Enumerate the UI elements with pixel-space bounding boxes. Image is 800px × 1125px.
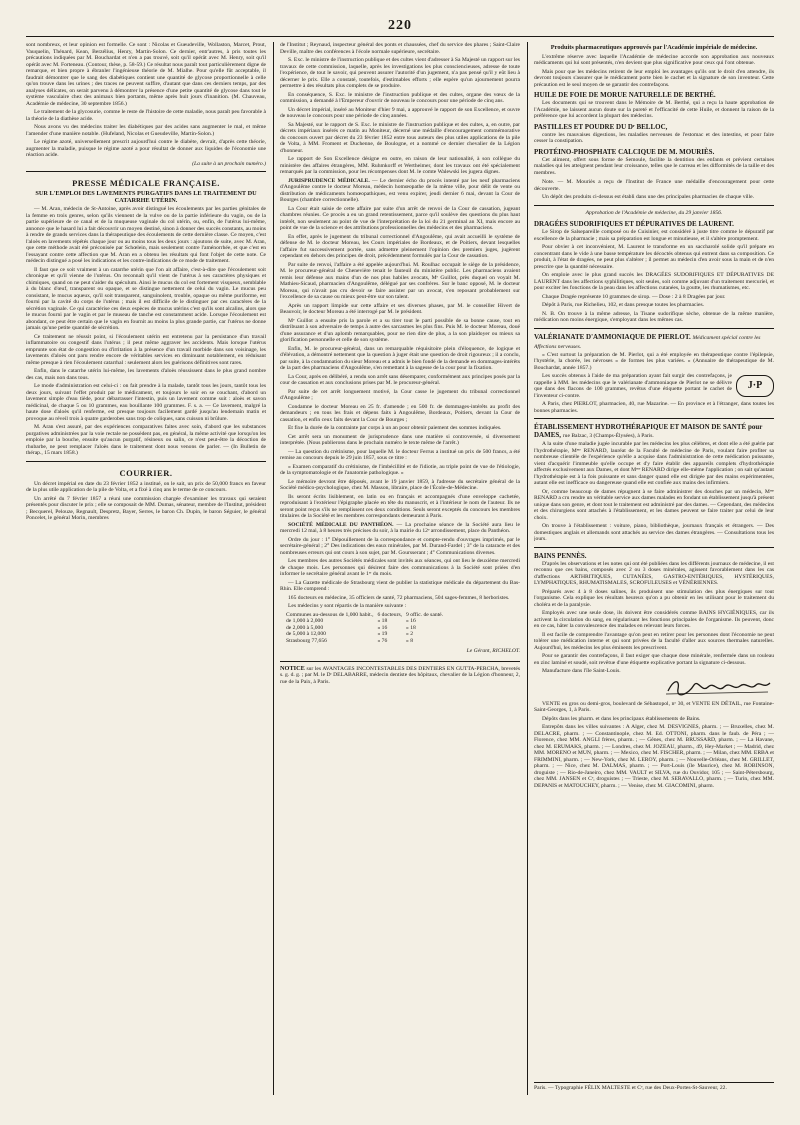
ad-text: Il est facile de comprendre l'avantage qu'on peut en retirer pour les personnes dont l'économie ne peut tolérer une médication interne et qui sont privées de la faculté d'aller aux sources thermales naturelles. Aujourd'hui, les médecins les plus éminents les prescrivent. bbox=[534, 631, 774, 651]
notice-title: NOTICE bbox=[280, 664, 305, 672]
paragraph: La Cour, après en délibéré, a rendu son arrêt sans désemparer, conformément aux principes posés par la cour de cassation et aux conclusions prises par M. le procureur-général. bbox=[280, 373, 520, 386]
paragraph: En conséquence, S. Exc. le ministre de l'instruction publique et des cultes, organe des vœux de la commission, a demandé à l'Empereur d'ouvrir de nouveau le concours pour une période de cinq ans. bbox=[280, 91, 520, 104]
jurisprudence-title: JURISPRUDENCE MÉDICALE. bbox=[288, 177, 370, 184]
column-divider-2 bbox=[527, 42, 528, 1095]
ad-title: PASTILLES ET POUDRE DU Dʳ BELLOC, bbox=[534, 122, 668, 131]
ad-text: D'après les observations et les notes qui ont été publiées dans les différents journaux de médecine, il est reconnu que ces bains, composés avec 2 ou 3 doses minérales, agissent favorablement dans les cas d'affections ARTHRITIQUES, CUTANÉES, GASTRO-ENTÉRIQUES, HYSTÉRIQUES, LYMPHATIQUES, RHUMATISMALES, SCROFULEUSES et VÉNÉRIENNES. bbox=[534, 560, 774, 586]
article-title: SUR L'EMPLOI DES LAVEMENTS PURGATIFS DANS LE TRAITEMENT DU CATARRHE UTÉRIN. bbox=[35, 190, 257, 204]
paragraph: Enfin, dans le catarrhe utérin lui-même, les lavements d'aloès réussissent dans le plus grand nombre des cas, mais non dans tous. bbox=[26, 368, 266, 381]
table-cell: » 19 bbox=[377, 631, 388, 637]
ad-depot: Un dépôt des produits ci-dessus est établi dans une des principales pharmacies de chaque ville. bbox=[542, 194, 755, 200]
ad-text: Manufacture dans l'île Saint-Louis. bbox=[542, 668, 621, 674]
paragraph: Après un rapport limpide sur cette affaire et ses diverses phases, par M. le conseiller Hivert de Beauvoir, le docteur Moreau a été interrogé par M. le président. bbox=[280, 302, 520, 315]
ad-text: Entrepôts dans les villes suivantes : A Alger, chez M. DESVIGNES, pharm. ; — Bruxelles, chez M. DELACRE, pharm. ; — Constantinople, chez M. Ed. OTTONI, pharm. dans le faub. de Péra ; — Florence, chez MM. ANGLI frères, pharm. ; — Gênes, chez M. BRUSSARD, pharm. ; — La Havane, chez M. ERUMAKS, pharm. ; — Londres, chez M. JOZEAU, pharm., 49, Hey-Market ; — Madrid, chez MM. MORENO et MUN, pharm. ; — Mexico, chez M. FISCHER, pharm. ; — Milan, chez MM. ERBA et FRIMMINI, pharm. ; — New-York, chez M. LEROY, pharm. ; — Nouvelle-Orléans, chez M. GRILLET, pharm. ; — Nice, chez M. DALMAS, pharm. ; — Port-Louis (île Maurice), chez M. ROBINSON, droguiste ; — Rio-de-Janeiro, chez MM. VAULT et SILVA, rue du Ouvidor, 105 ; — Saint-Pétersbourg, chez MM. JANSEN et Cᵉ, droguistes ; — Trieste, chez M. SERAVALLO, pharm. ; — Turin, chez MM. DEPANIS et MATOUCHEY, pharm. ; — Venise, chez M. GIACOMINI, pharm. bbox=[534, 724, 774, 789]
ad-text: Chaque Dragée représente 10 grammes de sirop. — Dose : 2 à 8 Dragées par jour. bbox=[542, 293, 726, 300]
paragraph: — La question du crétinisme, pour laquelle M. le docteur Ferrus a institué un prix de 500 francs, a été remise au concours depuis le 29 juin 1857, sous ce titre : bbox=[280, 448, 520, 461]
paragraph: Et fixe la durée de la contrainte par corps à un an pour obtenir paiement des sommes indiquées. bbox=[288, 425, 502, 431]
paragraph: Nous avons vu des médecins traiter les diabétiques par des acides sans augmenter le mal, et même l'amender d'une manière notable. (Hufeland, Nicolas et Gueudeville, Martin-Solon.) bbox=[26, 124, 266, 137]
separator bbox=[26, 171, 266, 172]
ad-title: HUILE DE FOIE DE MORUE NATURELLE DE BERTHÉ. bbox=[534, 91, 716, 99]
table-cell: » 76 bbox=[377, 637, 388, 644]
ad-text: « C'est surtout la préparation de M. Pierlot, qui a été employée en thérapeutique contre l'épilepsie, l'hystérie, la chorée, les névroses » de formes les plus variées. » (Annuaire de thérapeutique de M. Bouchardat, année 1857.) bbox=[534, 351, 774, 371]
separator bbox=[280, 661, 520, 662]
signature-block bbox=[534, 677, 774, 697]
ad-text: contre les mauvaises digestions, les maladies nerveuses de l'estomac et des intestins, et pour faire cesser la constipation. bbox=[534, 131, 774, 144]
ad-subtitle: Médicament spécial contre les Affections nerveuses. bbox=[534, 334, 761, 350]
paragraph: de l'Institut ; Reynaud, inspecteur général des ponts et chaussées, chef du service des phares ; Saint-Claire Deville, maître des conférences à l'école normale supérieure, secrétaire. bbox=[280, 42, 520, 55]
section-title: PRESSE MÉDICALE FRANÇAISE. bbox=[72, 178, 220, 188]
paragraph: Les médecins y sont répartis de la manière suivante : bbox=[288, 603, 407, 609]
table-cell: » 18 bbox=[406, 624, 416, 631]
table-cell: » 16 bbox=[377, 624, 388, 631]
to-be-continued: (La suite à un prochain numéro.) bbox=[192, 160, 266, 167]
ad-text: Les documents qui se trouvent dans le Mémoire de M. Berthé, qui a reçu la haute approbation de l'Académie, ne laissent aucun doute sur la pureté et l'efficacité de cette Huile, et donnent la raison de la préférence que lui accordent la plupart des médecins. bbox=[534, 100, 774, 119]
ad-text: Dépôts dans les pharm. et dans les principaux établissements de Bains. bbox=[542, 715, 701, 722]
stats-table bbox=[286, 612, 447, 645]
ad-text: Préparés avec 4 à 8 doses salines, ils produisent une stimulation des plus énergiques sur tout l'organisme. Cela explique les résultats heureux qu'on a pu obtenir en les utilisant pour le traitement du choléra et de la paralysie. bbox=[534, 588, 774, 608]
paragraph: Ils seront écrits lisiblement, en latin ou en français et accompagnés d'une enveloppe cachetée, reproduisant à l'extérieur l'épigraphe placée en tête du manuscrit, et à l'intérieur le nom de l'auteur. Ils ne seront point reçus s'ils ne remplissent ces deux conditions. Seuls seront exceptés du concours les membres titulaires de la Société et les membres correspondants demeurant à Paris. bbox=[280, 493, 520, 519]
ad-text: On trouve à l'établissement : voiture, piano, bibliothèque, journaux français et étrangers. — Des domestiques anglais et allemands sont attachés au service des dames étrangères. — Consultations tous les jours. bbox=[534, 523, 774, 542]
paragraph: — M. Aran, médecin de St-Antoine, après avoir distingué les écoulements par les parties génitales de la femme en trois genres, selon qu'ils viennent de la vulve ou de la partie inférieure du vagin, ou de la partie supérieure de ce canal et de la muqueuse vaginale du col utérin, ou, enfin, de l'utérus lui-même, annonce que le hasard lui a fait découvrir un moyen destiné, sinon à donner des succès constants, au moins à rendre de grands services dans la thérapeutique des écoulements de cette dernière classe. Ce moyen, c'est l'aloès en lavements répétés chaque jour ou au moins tous les deux jours : ajoutons de suite, avec M. Aran, que cette méthode avait été préconisée par Schœlein, mais seulement contre l'aménorrhée, et que c'est en l'essayant contre cette affection que M. Aran en a obtenu les résultats qui font l'objet de cette note. Ce médecin distingué a posé les indications et les contre-indications de ce mode de traitement. bbox=[26, 206, 266, 264]
column-divider-1 bbox=[273, 42, 274, 1095]
ad-text: VENTE en gros ou demi-gros, boulevard de Sébastopol, nᵒ 30, et VENTE EN DÉTAIL, rue Fontaine-Saint-Georges, 1, à Paris. bbox=[534, 700, 774, 713]
gerant-signoff: Le Gérant, RICHELOT. bbox=[466, 648, 520, 654]
ad-text: N. B. On trouve à la même adresse, la Tisane sudorifique sèche, obtenue de la même manière, médication non moins énergique, s'employant dans les mêmes cas. bbox=[534, 310, 774, 323]
ad-text: A Paris, chez PIERLOT, pharmacien, 40, rue Mazarine. — En province et à l'étranger, dans toutes les bonnes pharmacies. bbox=[534, 401, 774, 414]
paragraph: « Examen comparatif du crétinisme, de l'imbécillité et de l'idiotie, au triple point de vue de l'étiologie, de la symptomatologie et de l'anatomie pathologique. » bbox=[280, 463, 520, 476]
societe-title: SOCIÉTÉ MÉDICALE DU PANTHÉON. bbox=[288, 521, 394, 528]
paragraph: Mᵉ Guillot a ensuite pris la parole et a su tirer tout le parti possible de sa bonne cause, tout en distribuant à son adversaire de temps à autre des sarcasmes les plus fins. Puis M. le docteur Moreau, doué d'une assurance et d'un aplomb remarquables, pour ne rien dire de plus, a la son plaidoyer ou mieux sa glorification personnelle et celle de son système. bbox=[280, 317, 520, 343]
ad-text: Employés avec une seule dose, ils doivent être considérés comme BAINS HYGIÉNIQUES, car ils activent la circulation du sang, en régularisant les fonctions principales de l'organisme. Ils peuvent, donc en ce cas, hâter la convalescence des malades en relevant leurs forces. bbox=[534, 610, 774, 629]
ad-header: Produits pharmaceutiques approuvés par l'Académie impériale de médecine. bbox=[550, 44, 758, 51]
paragraph: Il faut que ce soit vraiment à un catarrhe utérin que l'on ait affaire, c'est-à-dire que l'écoulement soit chronique et qu'il vienne de l'utérus. On reconnaît qu'il vient de l'utérus à ses caractères physiques et chimiques, quand on ne peut s'aider du spéculum. Ainsi le mucus du col est fortement visqueux, semblable à du blanc d'œuf, transparent ou opaque, et se distingue nettement de celui du vagin. Le mucus peu consistant, le mucus aqueux, qu'il soit transparent, sanguinolent, trouble, opaque ou même puriforme, est fourni par la cavité du corps de l'utérus ; mais il est difficile de le distinguer par ces caractères de la sécrétion vaginale. Ce qui caractérise ces deux espèces de mucus utérins c'est qu'ils sont alcalins, alors que le mucus fourni par le vagin et par le museau de tanche est constamment acide. Lorsque l'écoulement est abondant, ce peut être certain que le vagin en fournit au moins la plus grande partie, car l'utérus ne donne jamais qu'une petite quantité de sécrétion. bbox=[26, 266, 266, 331]
table-cell: » 16 bbox=[406, 618, 416, 624]
separator bbox=[534, 547, 774, 548]
paragraph: Le mémoire devront être déposés, avant le 19 janvier 1859, à l'adresse du secrétaire général de la Société médico-psychologique, chez M. Masson, libraire, place de l'École-de-Médecine. bbox=[280, 478, 520, 491]
separator bbox=[26, 461, 266, 462]
paragraph: Le mode d'administration est celui-ci : on fait prendre à la malade, tantôt tous les jours, tantôt tous les deux jours, suivant l'effet produit par le médicament, et toujours le soir en se couchant, d'abord un lavement simple d'eau tiède, pour débarrasser l'intestin, puis un lavement comme suit : aloès et savon médicinal, de chaque 5 ou 10 grammes, eau bouillante 100 grammes. F. s. a. — Ce lavement, malgré la haute dose d'aloès qu'il renferme, est presque toujours facilement gardé jusqu'au lendemain matin et provoque au réveil trois à quatre garderobes sans trop de coliques, sans cuisson ni brûlure. bbox=[26, 383, 266, 422]
paragraph: Par suite de cet arrêt longuement motivé, la Cour casse le jugement du tribunal correctionnel d'Angoulême ; bbox=[280, 388, 520, 401]
table-cell: de 2,000 à 5,000 bbox=[286, 624, 324, 631]
ad-title: DRAGÉES SUDORIFIQUES ET DÉPURATIVES DE LAURENT. bbox=[534, 220, 734, 228]
paragraph: 165 docteurs en médecine, 35 officiers de santé, 72 pharmaciens, 504 sages-femmes, 8 herboristes. bbox=[288, 594, 510, 601]
page-number: 220 bbox=[388, 18, 412, 33]
paragraph: M. Aran s'est assuré, par des expériences comparatives faites avec soin, d'abord que les substances purgatives administrées par la voie rectale ne possèdent pas, en général, la même activité que lorsqu'on les emploie par la bouche, ensuite qu'aucun purgatif, résineux ou salin, ce n'est peut-être la décoction de rhubarbe, ne peut remplacer l'aloès dans le traitement dont nous venons de parler. — (In Bulletin de thérap., 15 mars 1858.) bbox=[26, 424, 266, 456]
paragraph: Mais pour que les médecins retirent de leur emploi les avantages qu'ils ont le droit d'en attendre, ils devront toujours s'assurer que le médicament porte bien le cachet et la signature de son inventeur. Cette précaution est le seul moyen de se garantir des contrefaçons. bbox=[534, 68, 774, 88]
ad-text: Pour obvier à cet inconvénient, M. Laurent le transforme en un saccharolé solide qu'il prépare en concentrant dans le vide à une basse température les décoctés obtenus qui entrent dans sa composition. Ce produit, à l'état de dragées, ne peut plus s'altérer ; il permet au médecin d'en avoir sous la main et de n'en prescrire que la quantité nécessaire. bbox=[534, 244, 774, 270]
paragraph: sont nombreux, et leur opinion est formelle. Ce sont : Nicolas et Gueudeville, Wollaston, Marcet, Prout, Vauquelin, Thénard, Kean, Berzélius, Henry, Martin-Solon. Ce dernier, entr'autres, à pris toutes les précautions indiquées par M. Bouchardat et n'en a pas trouvé, soit qu'il opérât avec M. Henry, soit qu'il opérât avec M. Forteneau. (Contour, thèse, p. 58-59.) Ce résultat nous paraît tout particulièrement digne de remarque, et bien propre à ébranler l'ingénieuse théorie de M. Mialhe. Pour qu'elle fût acceptable, il faudrait démontrer que le sang des diabétiques contient une quantité de glycose proportionnelle à celle qu'on trouve dans les urines ; des traces ne peuvent suffire, d'autant que dans ces derniers temps, par des analyses délicates, on serait parvenu à démontrer la présence d'une petite quantité de glycose dans tout le système vasculaire chez des animaux bien portants, même après huit jours d'inanition. (M. Chauveau, Académie de médecine, 30 septembre 1856.) bbox=[26, 42, 266, 107]
paragraph: Par suite de renvoi, l'affaire a été appelée aujourd'hui. M. Roulhac occupait le siège de la présidence, M. le procureur-général de Chenevière tenait le fauteuil du ministère public. Les pharmaciens avaient remis leur défense aux mains d'un de nos plus habiles avocats, Mᵉ Guillot, près duquel on voyait M. Mathieu-Sicaud, pharmacien d'Angoulême, délégué par ses confrères. Sur le banc opposé, M. le docteur Moreau, qui n'avait pas cru devoir se faire assister par un avocat, s'en reposant probablement sur l'excellence de sa cause ou mieux peut-être sur son talent. bbox=[280, 261, 520, 300]
table-cell: 6 docteurs, bbox=[377, 611, 403, 618]
ad-text: Or, comme beaucoup de dames répugnent à se faire administrer des douches par un médecin, Mᵐᵉ RENARD a cru rendre un véritable service aux dames malades en fondant un établissement jusqu'à présent unique dans son genre, et dont tout le traitement est administré par des dames. — Cependant, des médecins et des chirurgiens sont attachés à l'établissement, et les dames peuvent se faire traiter par celui de leur choix. bbox=[534, 488, 774, 521]
table-cell: » 2 bbox=[406, 631, 414, 637]
paragraph: — La Gazette médicale de Strasbourg vient de publier la statistique médicale du département du Bas-Rhin. Elle comprend : bbox=[280, 579, 520, 592]
column-1 bbox=[26, 42, 266, 1095]
paragraph: Les membres des autres Sociétés médicales sont invités aux séances, qui ont lieu le deuxième mercredi de chaque mois. Les personnes qui désirent faire des communications à la Société sont priées d'en informer le secrétaire général avant le 1ᵉʳ du mois. bbox=[280, 558, 520, 577]
ad-text: Les succès obtenus à l'aide de ma préparation ayant fait surgir des contrefaçons, je rappelle à MM. les médecins que le valérianate d'ammoniaque de Pierlot ne se délivre que dans des flacons de 100 grammes, revêtus d'une étiquette portant le cachet de l'inventeur ci-contre. bbox=[534, 373, 732, 399]
ad-text: A la suite d'une maladie jugée incurable par les médecins les plus célèbres, et dont elle a été guérie par l'hydrothérapie, Mᵐᵉ RENARD, lauréat de la Faculté de médecine de Paris, voulant faire profiter sa nombreuse clientèle de l'expérience qu'elle a acquise dans l'administration de cette médication puissante, vient d'acquérir l'immeuble qu'elle occupe et d'y faire établir des appareils complets d'hydrothérapie affectés exclusivement aux Dames, et dont Mᵐᵉ RENARD dirige elle-même l'application ; on sait qu'autant l'hydrothérapie est à la fois puissante et sans danger quand elle est dirigée par des mains expérimentées, autant elle est inefficace ou dangereuse quand elle est confiée aux mains des infirmiers. bbox=[534, 441, 774, 486]
ad-title: ÉTABLISSEMENT HYDROTHÉRAPIQUE ET MAISON DE SANTÉ pour DAMES, bbox=[534, 423, 763, 439]
paragraph: Un décret impérial, inséré au Moniteur d'hier 9 mai, a approuvé le rapport de son Excellence, et ouvre de nouveau le concours pour une période de cinq années. bbox=[280, 106, 520, 119]
ad-text: Dépôt à Paris, rue Richelieu, 102, et dans presque toutes les pharmacies. bbox=[542, 302, 705, 308]
ad-text: Cet aliment, offert sous forme de Semoule, facilite la dentition des enfants et prévient certaines maladies qui les atteignent pendant leur croissance, telles que le carreau et les difformités de la taille et des membres. bbox=[534, 156, 774, 176]
ad-text: Pour se garantir des contrefaçons, il faut exiger que chaque dose minérale, renfermée dans un rouleau en zinc laminé et soudé, soit revêtue d'une étiquette explicative portant la signature ci-dessous. bbox=[534, 653, 774, 666]
paragraph: Ce traitement ne réussit point, si l'écoulement utérin est entretenu par la persistance d'un travail inflammatoire ou congestif dans l'utérus ; il peut même aggraver les accidents. Mais lorsque l'utérus emprunte son état de congestion ou d'irritation à la présence d'un travail morbide dans son voisinage, les lavements d'aloès ont paru rendre encore de véritables services en diminuant notablement, en réduisant même presque à rien l'écoulement catarrhal : seulement alors les guérisons définitives sont rares. bbox=[26, 333, 266, 366]
table-row bbox=[286, 638, 447, 645]
table-cell: » 18 bbox=[377, 618, 388, 624]
column-2 bbox=[280, 42, 520, 1095]
ad-title: VALÉRIANATE D'AMMONIAQUE DE PIERLOT. bbox=[534, 332, 691, 341]
table-cell: 9 offic. de santé. bbox=[406, 611, 444, 618]
ad-title: PROTÉINO-PHOSPHATE CALCIQUE DE M. MOURIÈS. bbox=[534, 147, 715, 156]
paragraph: Condamne le docteur Moreau en 25 fr. d'amende ; en 500 fr. de dommages-intérêts au profit des demandeurs ; en tous les frais et dépens faits à Angoulême, Bordeaux, Poitiers, devant la Cour de cassation, et enfin ceux faits devant la Cour de Bourges ; bbox=[280, 403, 520, 423]
paragraph: S. Exc. le ministre de l'instruction publique et des cultes vient d'adresser à Sa Majesté un rapport sur les travaux de cette commission, laquelle, après les investigations les plus consciencieuses, adresse de toute l'expérience, de tout le savoir, qui peuvent assurer l'autorité d'un jugement, n'a pas pensé qu'il y eût lieu à décerner le prix. Elle a constaté, toutefois, d'estimables efforts ; elle espère qu'un ajournement pourra permettre à des résultats plus complets de se produire. bbox=[280, 57, 520, 89]
table-cell: Communes au-dessous de 1,000 habit., bbox=[286, 611, 374, 618]
table-cell: » 8 bbox=[406, 637, 414, 644]
separator bbox=[534, 205, 774, 206]
ad-title: BAINS PENNÈS. bbox=[534, 551, 587, 560]
paragraph: Le régime azoté, universellement prescrit aujourd'hui contre le diabète, devrait, d'après cette théorie, augmenter la maladie, puisque le régime azoté a pour résultat de donner aux liquides de l'économie une réaction acide. bbox=[26, 139, 266, 158]
paragraph: Ordre du jour : 1° Dépouillement de la correspondance et compte-rendu d'ouvrages imprimés, par le secrétaire-général ; 2° Des indications des eaux minérales, par M. Durand-Fardel ; 3° de la cataracte et des nombreuses erreurs qui ont cours à son sujet, par M. Goursserant ; 4° Communications diverses. bbox=[280, 536, 520, 556]
pennes-signature-icon bbox=[664, 677, 774, 697]
ad-subtitle: rue Balzac, 3 (Champs-Élysées), à Paris. bbox=[562, 433, 654, 439]
paragraph: L'extrême réserve avec laquelle l'Académie de médecine accorde son approbation aux nouveaux médicaments qui lui sont présentés, n'en devient que plus significative pour ceux qui l'ont obtenue. bbox=[534, 53, 774, 66]
paragraph: Le traitement de la glycosurie, comme le reste de l'histoire de cette maladie, nous paraît peu favorable à la théorie de la diathèse acide. bbox=[26, 109, 266, 122]
paragraph: Un arrêté du 7 février 1857 a réuni une commission chargée d'examiner les travaux qui seraient présentés pour discuter le prix ; elle se composait de MM. Dumas, sénateur, membre de l'Institut, président ; Becquerel, Pelouze, Regnault, Despretz, Bayer, Serres, le baron Ch. Dupin, le baron Séguier, le général Poncelet, le général Morin, membres bbox=[26, 495, 266, 521]
paragraph: Enfin, M. le procureur-général, dans un remarquable réquisitoire plein d'éloquence, de logique et d'élévation, a démontré nettement que la question à juger était une question de droit rigoureux ; il a conclu, par suite, à la condamnation du sieur Moreau et a admis le bien fondé de la demande en dommages-intérêts de la part des pharmaciens d'Angoulême, s'en remettant à la sagesse de la cour pour la fixation. bbox=[280, 345, 520, 371]
imprint: Paris. — Typographie FÉLIX MALTESTE et Cᵉ, rue des Deux-Portes-St-Sauveur, 22. bbox=[534, 1082, 774, 1095]
separator bbox=[534, 418, 774, 419]
table-cell: Strasbourg 77,656 bbox=[286, 637, 327, 644]
paragraph: — Le dernier écho du procès intenté par les neuf pharmaciens d'Angoulême contre le docteur Moreau, médecin homœopathe de la même ville, pour délit de vente ou distribution de médicaments homœopathiques, est venu expirer, jeudi dernier 6 mai, devant la Cour de Bourges (chambre correctionnelle). bbox=[280, 177, 520, 203]
paragraph: Cet arrêt sera un monument de jurisprudence dans une matière si controversée, si diversement interprétée. (Nous publierons dans le prochain numéro le texte même de l'arrêt.) bbox=[280, 433, 520, 446]
courier-title: COURRIER. bbox=[119, 467, 173, 478]
paragraph: Sa Majesté, sur le rapport de S. Exc. le ministre de l'instruction publique et des cultes, a, en outre, par décrets impériaux insérés ce matin au Moniteur, décerné une médaille d'encouragement commémorative du concours ouvert par décret du 23 février 1852 entre tous auteurs des plus utiles applications de la pile de Volta, à MM. Froment et Duchenne, de Boulogne, et a nommé ce dernier chevalier de la Légion d'honneur. bbox=[280, 121, 520, 154]
ad-text: Le Sirop de Salsepareille composé ou de Cuisinier, est considéré à juste titre comme le dépuratif par excellence de la pharmacie ; mais sa préparation est longue et minutieuse, et il s'altère promptement. bbox=[534, 229, 774, 242]
top-rule bbox=[26, 36, 774, 37]
approbation: Approbation de l'Académie de médecine, du 29 janvier 1856. bbox=[585, 209, 723, 216]
paragraph: La Cour était saisie de cette affaire par suite d'un arrêt de renvoi de la Cour de cassation, jugeant chambres réunies. Ce procès a eu un grand retentissement, parce qu'il soulève des questions du plus haut intérêt, non seulement au point de vue de l'interprétation de la loi du 21 germinal an XI, mais encore au point de vue de la science et des attributions professionnelles des médecins et des pharmaciens. bbox=[280, 205, 520, 231]
column-3 bbox=[534, 42, 774, 1095]
paragraph: Le rapport de Son Excellence désigne en outre, en raison de leur nationalité, à son collègue du ministère des affaires étrangères, MM. Ruhmkorff et Wertheimer, dont les travaux ont été spécialement remarqués par la commission, pour les récompenses dont M. le comte Walewski les jugera dignes. bbox=[280, 156, 520, 175]
paragraph: En effet, après le jugement du tribunal correctionnel d'Angoulême, qui avait accueilli le système de défense de M. le docteur Moreau, les Cours impériales de Bordeaux, et de Poitiers, devant lesquelles l'affaire fut successivement portée, sans admettre pleinement l'opinion des premiers juges, jugèrent cependant en dehors des principes de droit, précédemment formulés par la Cour de cassation. bbox=[280, 233, 520, 259]
table-cell: de 1,000 à 2,000 bbox=[286, 618, 324, 624]
paragraph: — La prochaine séance de la Société aura lieu le mercredi 12 mai, à 8 heures très précises du soir, à la mairie du 12ᵉ arrondissement, place du Panthéon. bbox=[280, 521, 520, 534]
pierlot-seal-icon: J·P bbox=[736, 375, 774, 397]
notice-text: sur les AVANTAGES INCONTESTABLES DES DENTIERS EN GUTTA-PERCHA, brevetés s. g. d. g. ; par M. le Dʳ DELABARRE, médecin dentiste des hôpitaux, chevalier de la Légion d'honneur, 2, rue de la Paix, à Paris. bbox=[280, 665, 520, 685]
ad-text: On emploie avec le plus grand succès les DRAGÉES SUDORIFIQUES ET DÉPURATIVES DE LAURENT dans les affections syphilitiques, soit seules, soit comme adjuvant d'un traitement mercuriel, et pour exciter les fonctions de la peau dans les affections cutanées, la goutte, les rhumatismes, etc. bbox=[534, 272, 774, 291]
ad-note: Note. — M. Mouriès a reçu de l'Institut de France une médaille d'encouragement pour cette découverte. bbox=[534, 179, 774, 192]
paragraph: Un décret impérial en date du 23 février 1852 a institué, on le sait, un prix de 50,000 francs en faveur de la plus utile application de la pile de Volta, et a fixé à cinq ans le terme de ce concours. bbox=[26, 480, 266, 493]
separator bbox=[534, 328, 774, 329]
table-cell: de 5,000 à 12,000 bbox=[286, 631, 326, 637]
